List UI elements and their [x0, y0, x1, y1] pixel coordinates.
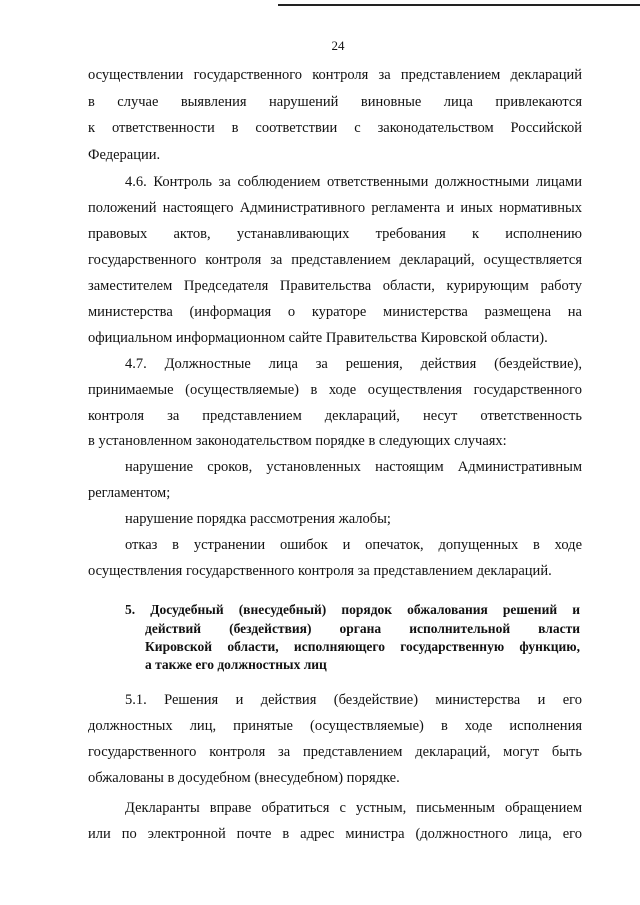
paragraph-4-6-line: 4.6. Контроль за соблюдением ответственными должностными лицами	[125, 174, 582, 190]
list-item-line: нарушение порядка рассмотрения жалобы;	[125, 511, 391, 527]
list-item-line: нарушение сроков, установленных настоящим Административным	[125, 459, 582, 475]
top-border-rule	[278, 4, 640, 6]
paragraph-5-1-line: должностных лиц, принятые (осуществляемые) в ходе исполнения	[88, 718, 582, 734]
paragraph-4-7-line: принимаемые (осуществляемые) в ходе осуществления государственного	[88, 382, 582, 398]
page-number: 24	[331, 38, 345, 53]
paragraph-4-7-line: 4.7. Должностные лица за решения, действия (бездействие),	[125, 356, 582, 372]
paragraph-4-6-line: государственного контроля за представлением деклараций, осуществляется	[88, 252, 582, 268]
paragraph-line: Федерации.	[88, 147, 161, 163]
section-heading-line: действий (бездействия) органа исполнительной власти	[145, 621, 580, 636]
paragraph-4-6-line: официальном информационном сайте Правительства Кировской области).	[88, 330, 548, 346]
paragraph-4-6-line: заместителем Председателя Правительства области, курирующим работу	[88, 278, 582, 294]
paragraph-line: осуществлении государственного контроля за представлением деклараций	[88, 67, 582, 83]
paragraph-line: или по электронной почте в адрес министра (должностного лица, его	[88, 826, 582, 842]
section-heading-line: а также его должностных лиц	[145, 657, 327, 672]
paragraph-line: к ответственности в соответствии с законодательством Российской	[88, 120, 582, 136]
list-item-line: регламентом;	[88, 485, 171, 501]
paragraph-4-7-line: контроля за представлением деклараций, несут ответственность	[88, 408, 582, 424]
paragraph-line: Декларанты вправе обратиться с устным, письменным обращением	[125, 800, 582, 816]
paragraph-5-1-line: обжалованы в досудебном (внесудебном) порядке.	[88, 770, 400, 786]
paragraph-4-6-line: министерства (информация о кураторе министерства размещена на	[88, 304, 582, 320]
paragraph-5-1-line: 5.1. Решения и действия (бездействие) министерства и его	[125, 692, 582, 708]
section-heading-line: 5. Досудебный (внесудебный) порядок обжалования решений и	[125, 602, 580, 617]
section-heading-line: Кировской области, исполняющего государственную функцию,	[145, 639, 580, 654]
paragraph-4-6-line: положений настоящего Административного регламента и иных нормативных	[88, 200, 582, 216]
paragraph-line: в случае выявления нарушений виновные лица привлекаются	[88, 94, 582, 110]
list-item-line: осуществления государственного контроля за представлением деклараций.	[88, 563, 552, 579]
list-item-line: отказ в устранении ошибок и опечаток, допущенных в ходе	[125, 537, 582, 553]
paragraph-4-7-line: в установленном законодательством порядке в следующих случаях:	[88, 433, 507, 449]
paragraph-5-1-line: государственного контроля за представлением деклараций, могут быть	[88, 744, 582, 760]
paragraph-4-6-line: правовых актов, устанавливающих требования к исполнению	[88, 226, 582, 242]
